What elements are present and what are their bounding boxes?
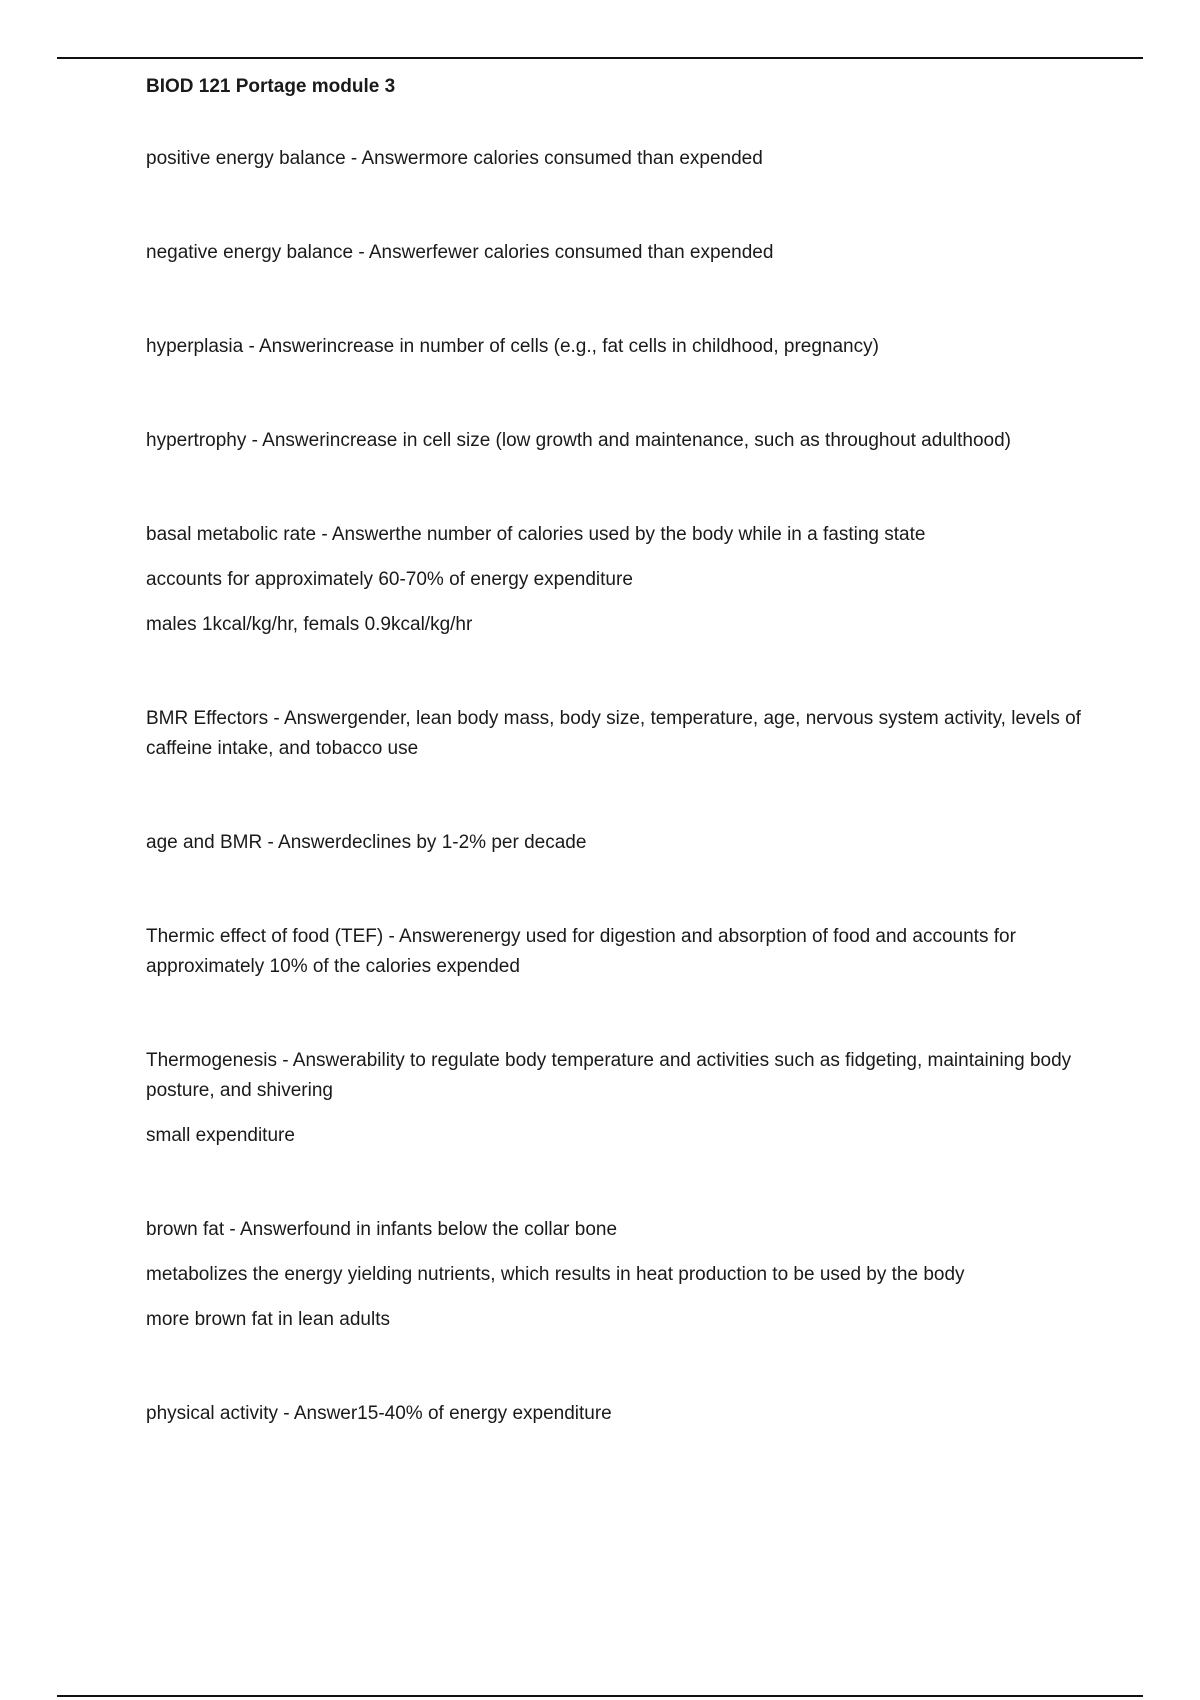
entry-line: accounts for approximately 60-70% of energy expenditure <box>146 569 633 590</box>
flashcard-entry <box>146 828 1086 858</box>
entry-line: positive energy balance - Answermore calories consumed than expended <box>146 148 763 169</box>
entry-line: hyperplasia - Answerincrease in number of cells (e.g., fat cells in childhood, pregnancy) <box>146 336 879 357</box>
flashcard-entry <box>146 426 1086 456</box>
flashcard-list <box>146 144 1086 1429</box>
flashcard-entry <box>146 922 1086 982</box>
entry-line: age and BMR - Answerdeclines by 1-2% per decade <box>146 832 587 853</box>
entry-line: small expenditure <box>146 1125 295 1146</box>
flashcard-entry <box>146 520 1086 640</box>
entry-line: brown fat - Answerfound in infants below the collar bone <box>146 1219 618 1240</box>
entry-line: Thermic effect of food (TEF) - Answerenergy used for digestion and absorption of food and accounts for approximately 10% of the calories expended <box>146 926 1016 977</box>
entry-line: negative energy balance - Answerfewer calories consumed than expended <box>146 242 774 263</box>
entry-line: metabolizes the energy yielding nutrients, which results in heat production to be used by the body <box>146 1264 965 1285</box>
top-rule <box>57 57 1143 59</box>
document-title: BIOD 121 Portage module 3 <box>146 76 396 97</box>
entry-line: physical activity - Answer15-40% of energy expenditure <box>146 1403 612 1424</box>
flashcard-entry <box>146 1215 1086 1335</box>
flashcard-entry <box>146 332 1086 362</box>
flashcard-entry <box>146 144 1086 174</box>
flashcard-entry <box>146 1399 1086 1429</box>
document-body <box>146 70 1086 1493</box>
entry-line: males 1kcal/kg/hr, femals 0.9kcal/kg/hr <box>146 614 473 635</box>
entry-line: Thermogenesis - Answerability to regulate body temperature and activities such as fidgeting, maintaining body posture, and shivering <box>146 1050 1072 1101</box>
flashcard-entry <box>146 704 1086 764</box>
entry-line: more brown fat in lean adults <box>146 1309 390 1330</box>
entry-line: hypertrophy - Answerincrease in cell size (low growth and maintenance, such as throughout adulthood) <box>146 430 1011 451</box>
bottom-rule <box>57 1695 1143 1697</box>
flashcard-entry <box>146 1046 1086 1151</box>
entry-line: basal metabolic rate - Answerthe number of calories used by the body while in a fasting state <box>146 524 926 545</box>
entry-line: BMR Effectors - Answergender, lean body mass, body size, temperature, age, nervous system activity, levels of caffeine intake, and tobacco use <box>146 708 1081 759</box>
flashcard-entry <box>146 238 1086 268</box>
